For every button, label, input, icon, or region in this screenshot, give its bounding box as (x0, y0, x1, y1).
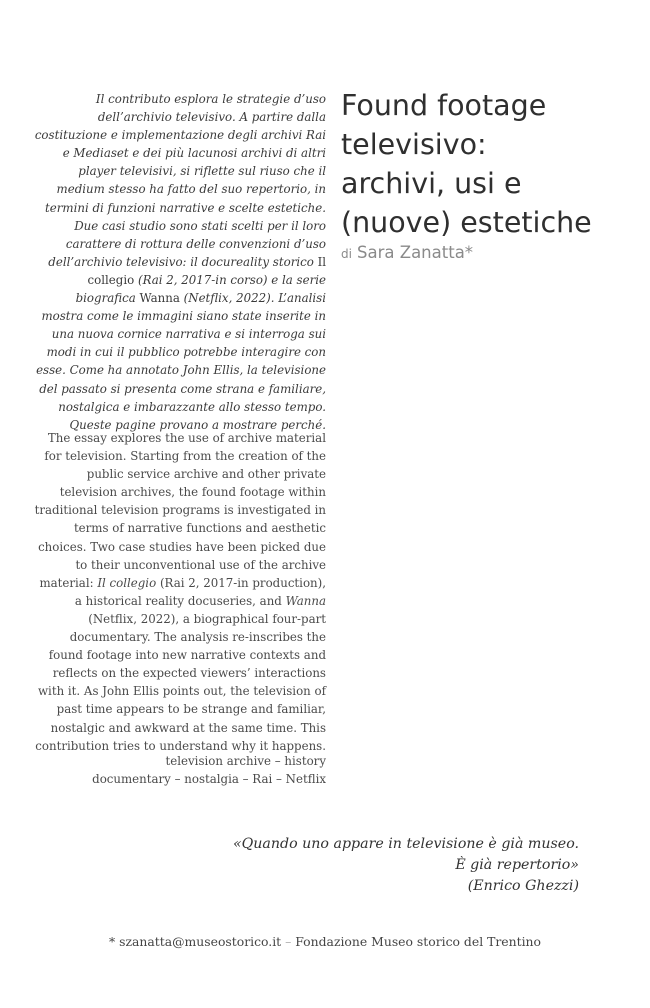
footnote-separator: – (285, 934, 292, 949)
quote-line-2: È già repertorio» (455, 857, 579, 873)
author-institution: Fondazione Museo storico del Trentino (295, 934, 541, 949)
abstract-italian-text (34, 90, 326, 434)
article-title-line-1: Found footage (341, 89, 547, 122)
abstract-english-title-collegio: Il collegio (97, 575, 157, 590)
byline (341, 243, 473, 262)
article-title-line-4: (nuove) estetiche (341, 206, 592, 239)
abstract-italian-part2: (Rai 2, 2017-in corso) e la serie biografica (75, 272, 326, 306)
article-title-line-3: archivi, usi e (341, 167, 522, 200)
abstract-english-part1: The essay explores the use of archive material for television. Starting from the creation of the public service archive and other private television archives, the found footage within traditional television programs is investigated in terms of narrative functions and aesthetic choices. Two case studies have been picked due to their unconventional use of the archive material: (34, 431, 326, 590)
quote-line-1: «Quando uno appare in televisione è già museo. (232, 836, 579, 852)
keywords-line-2: documentary – nostalgia – Rai – Netflix (92, 772, 326, 787)
article-title (341, 86, 641, 242)
abstract-english-part3: (Netflix, 2022), a biographical four-part documentary. The analysis re-inscribes the found footage into new narrative contexts and reflects on the expected viewers’ interactions with it. As John Ellis points out, the television of past time appears to be strange and familiar, nostalgic and awkward at the same time. This contribution tries to understand why it happens. (35, 611, 326, 753)
abstract-italian-title-collegio: Il collegio (87, 254, 326, 287)
abstract-italian-title-wanna: Wanna (139, 291, 180, 306)
keywords (34, 752, 326, 788)
epigraph-quote (179, 834, 579, 897)
abstract-english-part2: (Rai 2, 2017-in production), a historical reality docuseries, and (74, 575, 326, 608)
abstract-italian-part3: (Netflix, 2022). L’analisi mostra come le immagini siano state inserite in una nuova cornice narrativa e si interroga sui modi in cui il pubblico potrebbe interagire con esse. Come ha annotato John Ellis, la televisione del passato si presenta come strana e familiare, nostalgica e imbarazzante allo stesso tempo. Queste pagine provano a mostrare perché. (36, 291, 326, 432)
author-email: * szanatta@museostorico.it (109, 934, 282, 949)
abstract-english-title-wanna: Wanna (285, 593, 326, 608)
author-footnote (0, 934, 650, 949)
abstract-english-text (34, 429, 326, 755)
author-name: Sara Zanatta* (357, 243, 474, 262)
abstract-italian (34, 90, 326, 434)
byline-prefix: di (341, 247, 352, 261)
article-title-line-2: televisivo: (341, 128, 487, 161)
abstract-italian-part1: Il contributo esplora le strategie d’uso dell’archivio televisivo. A partire dalla costituzione e implementazione degli archivi Rai e Mediaset e dei più lacunosi archivi di altri player televisivi, si riflette sul riuso che il medium stesso ha fatto del suo repertorio, in termini di funzioni narrative e scelte estetiche. Due casi studio sono stati scelti per il loro carattere di rottura delle convenzioni d’uso dell’archivio televisivo: il docureality storico (34, 92, 326, 269)
abstract-english (34, 429, 326, 755)
quote-attribution: (Enrico Ghezzi) (467, 878, 579, 894)
keywords-line-1: television archive – history (165, 754, 326, 768)
